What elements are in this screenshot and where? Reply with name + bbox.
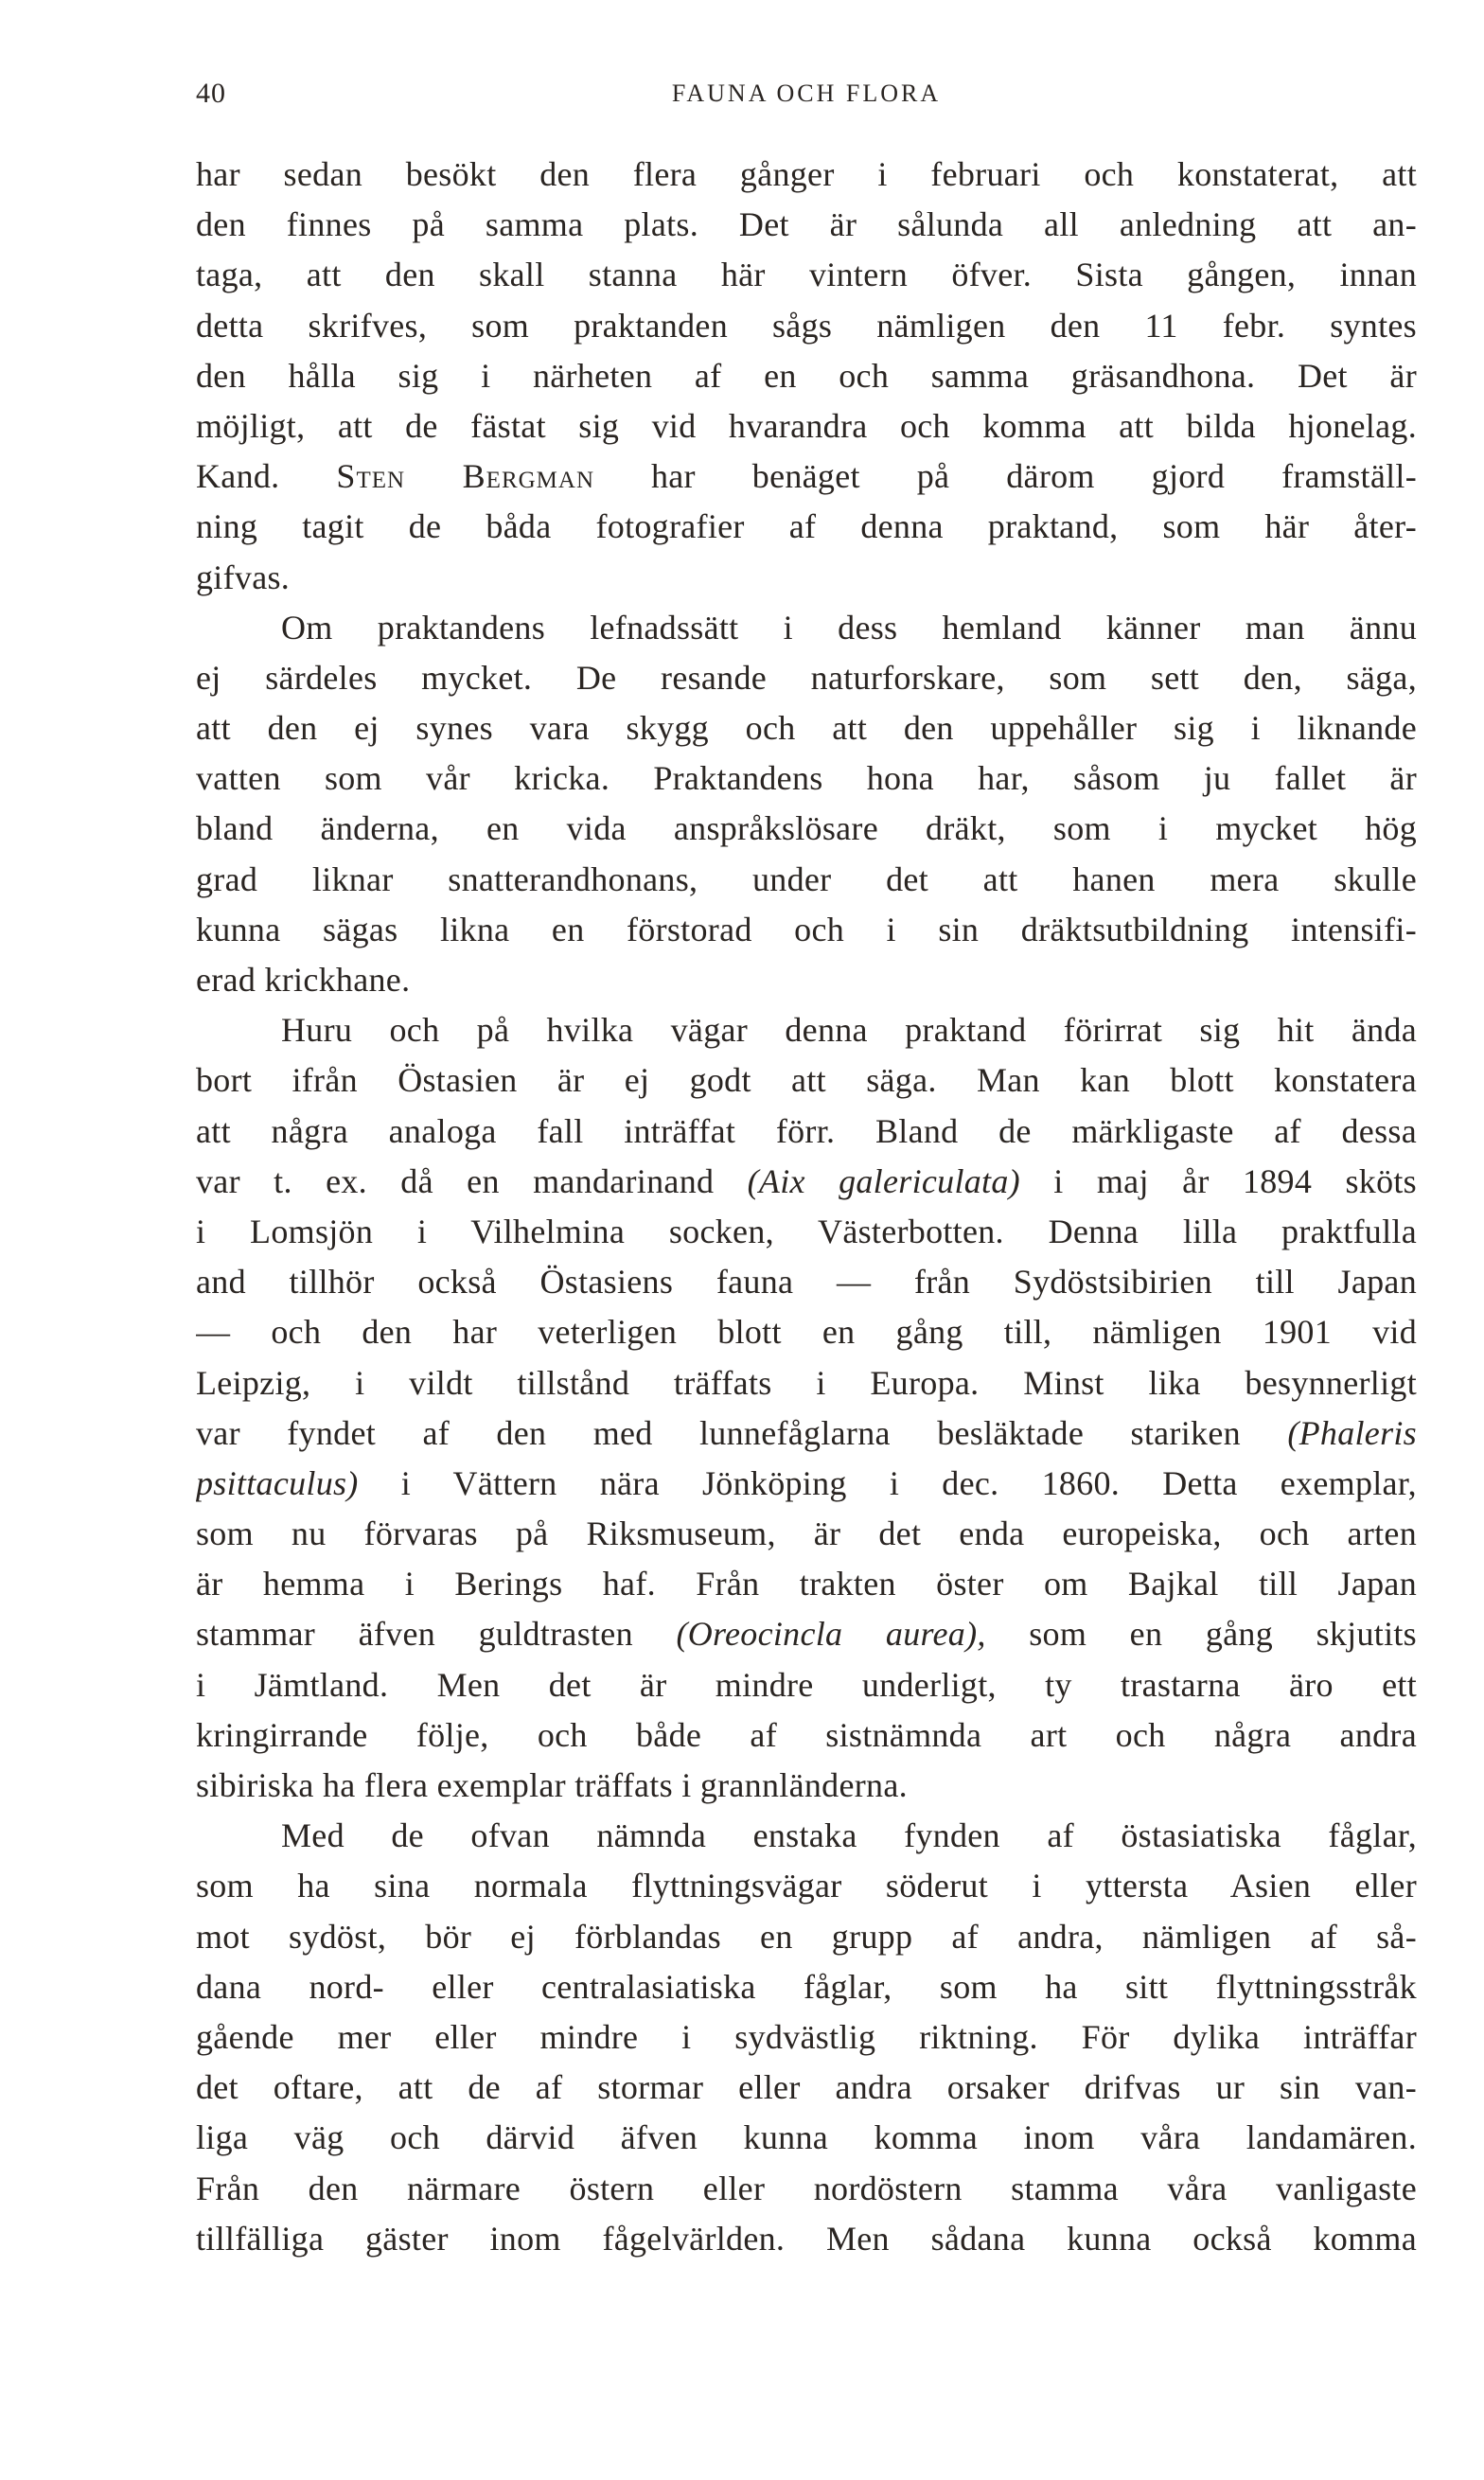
text-line: mot sydöst, bör ej förblandas en grupp af andra, nämligen af så- <box>196 1917 1417 1956</box>
text-line: taga, att den skall stanna här vintern öfver. Sista gången, innan <box>196 256 1417 294</box>
text-line: detta skrifves, som praktanden sågs nämligen den 11 febr. syntes <box>196 306 1417 345</box>
text-segment: Kand. <box>196 457 337 496</box>
text-line: bland änderna, en vida anspråkslösare dräkt, som i mycket hög <box>196 809 1417 848</box>
species-name: psittaculus) <box>196 1463 359 1502</box>
text-segment: stammar äfven guldtrasten <box>196 1615 677 1654</box>
text-segment: i maj år 1894 sköts <box>1019 1161 1417 1200</box>
text-line: grad liknar snatterandhonans, under det att hanen mera skulle <box>196 859 1417 898</box>
text-line: Leipzig, i vildt tillstånd träffats i Europa. Minst lika besynnerligt <box>196 1363 1417 1402</box>
text-line: möjligt, att de fästat sig vid hvarandra och komma att bilda hjonelag. <box>196 406 1417 445</box>
text-line: ning tagit de båda fotografier af denna praktand, som här åter- <box>196 507 1417 546</box>
text-line <box>196 452 1417 502</box>
text-segment: var fyndet af den med lunnefåglarna besläktade stariken <box>196 1413 1288 1452</box>
text-line: Huru och på hvilka vägar denna praktand förirrat sig hit ända <box>281 1011 1417 1050</box>
text-line: att den ej synes vara skygg och att den uppehåller sig i liknande <box>196 709 1417 748</box>
page-number: 40 <box>196 78 226 109</box>
text-segment: var t. ex. då en mandarinand <box>196 1161 748 1200</box>
text-line: gående mer eller mindre i sydvästlig riktning. För dylika inträffar <box>196 2017 1417 2056</box>
species-name: (Aix galericulata) <box>747 1161 1020 1200</box>
text-line: det oftare, att de af stormar eller andra orsaker drifvas ur sin van- <box>196 2068 1417 2107</box>
text-line: den hålla sig i närheten af en och samma gräsandhona. Det är <box>196 356 1417 395</box>
body-text <box>196 150 1417 2264</box>
text-line <box>196 1157 1417 1207</box>
text-line: den finnes på samma plats. Det är sålunda all anledning att an- <box>196 205 1417 244</box>
text-line: är hemma i Berings haf. Från trakten öster om Bajkal till Japan <box>196 1565 1417 1603</box>
text-line <box>196 1459 1417 1509</box>
text-line: dana nord- eller centralasiatiska fåglar, som ha sitt flyttningsstråk <box>196 1967 1417 2006</box>
text-line: att några analoga fall inträffat förr. Bland de märkligaste af dessa <box>196 1111 1417 1150</box>
text-line: som ha sina normala flyttningsvägar söderut i yttersta Asien eller <box>196 1867 1417 1905</box>
text-line: gifvas. <box>196 558 291 596</box>
text-line: and tillhör också Östasiens fauna — från Sydöstsibirien till Japan <box>196 1263 1417 1302</box>
text-line: Från den närmare östern eller nordöstern stamma våra vanligaste <box>196 2169 1417 2207</box>
text-line: bort ifrån Östasien är ej godt att säga. Man kan blott konstatera <box>196 1061 1417 1100</box>
species-name: (Oreocincla aurea), <box>676 1615 986 1654</box>
text-line: — och den har veterligen blott en gång till, nämligen 1901 vid <box>196 1313 1417 1352</box>
text-line: ej särdeles mycket. De resande naturforskare, som sett den, säga, <box>196 658 1417 697</box>
text-segment: som en gång skjutits <box>985 1615 1417 1654</box>
text-line: liga väg och därvid äfven kunna komma inom våra landamären. <box>196 2118 1417 2157</box>
text-line: sibiriska ha flera exemplar träffats i grannländerna. <box>196 1766 908 1804</box>
text-line: Om praktandens lefnadssätt i dess hemland känner man ännu <box>281 608 1417 647</box>
text-line: i Jämtland. Men det är mindre underligt, ty trastarna äro ett <box>196 1665 1417 1704</box>
species-name: (Phaleris <box>1287 1413 1417 1452</box>
running-title: FAUNA OCH FLORA <box>671 80 942 107</box>
text-line: har sedan besökt den flera gånger i februari och konstaterat, att <box>196 155 1417 193</box>
text-segment: i Vättern nära Jönköping i dec. 1860. Detta exemplar, <box>358 1463 1417 1502</box>
author-name: Sten Bergman <box>336 457 595 496</box>
text-line <box>196 1408 1417 1459</box>
text-line <box>196 1609 1417 1659</box>
text-line: tillfälliga gäster inom fågelvärlden. Men sådana kunna också komma <box>196 2219 1417 2258</box>
running-head <box>196 78 1417 125</box>
text-line: som nu förvaras på Riksmuseum, är det enda europeiska, och arten <box>196 1515 1417 1553</box>
text-line: vatten som vår kricka. Praktandens hona har, såsom ju fallet är <box>196 759 1417 798</box>
text-segment: har benäget på därom gjord framställ- <box>594 457 1417 496</box>
text-line: erad krickhane. <box>196 961 411 999</box>
text-line: kunna sägas likna en förstorad och i sin dräktsutbildning intensifi- <box>196 910 1417 948</box>
text-line: Med de ofvan nämnda enstaka fynden af östasiatiska fåglar, <box>281 1816 1417 1855</box>
text-line: i Lomsjön i Vilhelmina socken, Västerbotten. Denna lilla praktfulla <box>196 1212 1417 1250</box>
text-line: kringirrande följe, och både af sistnämnda art och några andra <box>196 1715 1417 1754</box>
